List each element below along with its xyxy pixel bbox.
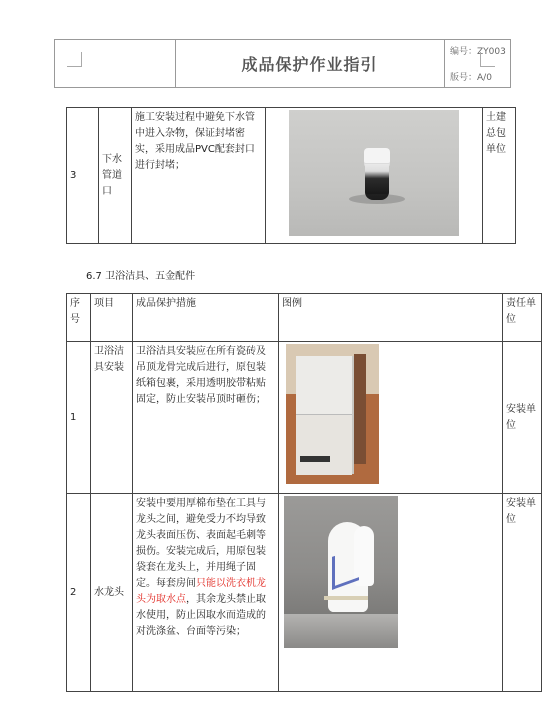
header-meta-cell — [444, 40, 510, 87]
row-number: 2 — [67, 494, 91, 692]
table-row — [67, 342, 542, 494]
row-unit: 安装单位 — [503, 342, 542, 494]
column-header: 图例 — [279, 294, 503, 342]
measure-highlight: 只能以洗衣机龙头为取水点 — [136, 578, 266, 605]
wrapped-basin-photo — [286, 344, 379, 484]
table-header-row — [67, 294, 542, 342]
document-number: 编号：ZY003 — [450, 47, 506, 57]
row-measure: 施工安装过程中避免下水管中进入杂物，保证封堵密实，采用成品PVC配套封口进行封堵； — [132, 108, 266, 244]
table-row — [67, 108, 516, 244]
row-measure: 卫浴洁具安装应在所有瓷砖及吊顶龙骨完成后进行，原包装纸箱包裹，采用透明胶带粘贴固定，防止安装吊顶时砸伤； — [133, 342, 279, 494]
pipe-protection-table — [66, 107, 516, 244]
row-number: 1 — [67, 342, 91, 494]
pvc-cap-photo — [289, 110, 459, 236]
document-header — [54, 39, 511, 88]
document-version: 版号：A/0 — [450, 73, 492, 83]
corner-mark-icon — [67, 52, 82, 67]
column-header: 序号 — [67, 294, 91, 342]
bagged-faucet-photo — [284, 496, 398, 648]
row-item: 下水管道口 — [99, 108, 132, 244]
row-unit: 安装单位 — [503, 494, 542, 692]
column-header: 项目 — [91, 294, 133, 342]
section-heading: 6.7 卫浴洁具、五金配件 — [86, 271, 196, 282]
table-row — [67, 494, 542, 692]
measure-text: ，其余龙头禁止取水使用，防止因取水而造成的对洗涤盆、台面等污染； — [136, 594, 266, 637]
row-item: 卫浴洁具安装 — [91, 342, 133, 494]
header-title-cell — [175, 40, 445, 87]
column-header: 责任单位 — [503, 294, 542, 342]
row-measure — [133, 494, 279, 692]
measure-text: 安装中要用厚棉布垫在工具与龙头之间，避免受力不均导致龙头表面压伤、表面起毛刺等损伤。安装完成后，用原包装袋套在龙头上，并用绳子固定。每套房间 — [136, 498, 266, 589]
row-figure — [266, 108, 483, 244]
header-left-cell — [55, 40, 176, 87]
row-number: 3 — [67, 108, 99, 244]
row-figure — [279, 342, 503, 494]
corner-mark-icon — [480, 52, 495, 67]
row-unit: 土建总包单位 — [483, 108, 516, 244]
row-figure — [279, 494, 503, 692]
document-title: 成品保护作业指引 — [241, 55, 378, 74]
sanitary-protection-table — [66, 293, 542, 692]
row-item: 水龙头 — [91, 494, 133, 692]
column-header: 成品保护措施 — [133, 294, 279, 342]
